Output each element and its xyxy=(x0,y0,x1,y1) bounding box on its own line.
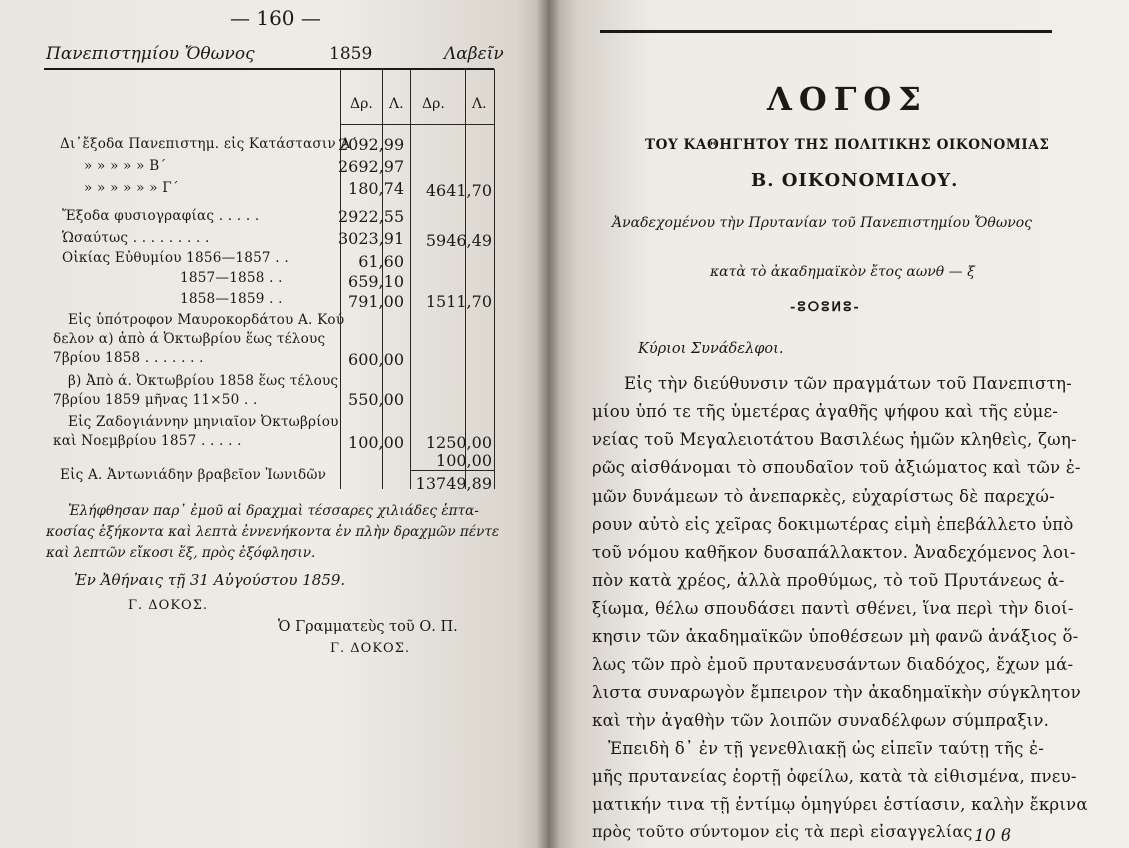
signer-2: Γ. ΔΟΚΟΣ. xyxy=(330,641,411,656)
header-rule-top xyxy=(44,68,494,70)
ledger-row-text: Ὡσαύτως . . . . . . . . . xyxy=(62,230,210,246)
salutation: Κύριοι Συνάδελφοι. xyxy=(638,341,784,357)
entry-zafeir-total: 1250,00 xyxy=(425,433,492,452)
col-header-l-1: Λ. xyxy=(389,96,404,112)
occasion-line-1: Ἀναδεχομένου τὴν Πρυτανίαν τοῦ Πανεπιστημίου Ὄθωνος xyxy=(612,215,1033,231)
grand-total: 13749,89 xyxy=(415,474,492,493)
body-line: λιστα συναρωγὸν ἔμπειρον τὴν ἀκαδημαϊκὴν σύγκλητον xyxy=(592,683,1081,702)
ledger-row-text: Δι᾽ἔξοδα Πανεπιστημ. εἰς Κατάστασιν Α΄ xyxy=(60,136,358,152)
ledger-row-amount: 791,00 xyxy=(348,292,404,311)
col-line-5 xyxy=(494,69,495,489)
ornament: -ⵓⵔⵓⵍⵓ- xyxy=(790,300,861,315)
subtitle: ΤΟΥ ΚΑΘΗΓΗΤΟΥ ΤΗΣ ΠΟΛΙΤΙΚΗΣ ΟΙΚΟΝΟΜΙΑΣ xyxy=(645,137,1050,153)
ledger-row-total: 1511,70 xyxy=(425,292,492,311)
entry-mavrokordatos-line1: Εἰς ὑπότροφον Μαυροκορδάτου Α. Κού xyxy=(68,312,345,328)
ledger-row-amount: 659,10 xyxy=(348,272,404,291)
ledger-row-text: » » » » » Β΄ xyxy=(84,158,167,174)
entry-zafeir-amount: 100,00 xyxy=(348,433,404,452)
entry-mavrokordatos-line3: 7βρίου 1858 . . . . . . . xyxy=(53,350,204,366)
body-line: πὸν κατὰ χρέος, ἀλλὰ προθύμως, τὸ τοῦ Πρυτάνεως ἀ- xyxy=(592,571,1065,590)
entry-b-line1: β) Ἀπὸ ά. Ὀκτωβρίου 1858 ἕως τέλους xyxy=(68,373,339,389)
occasion-line-2: κατὰ τὸ ἀκαδημαϊκὸν ἔτος αωνθ — ξ xyxy=(710,264,975,280)
secretary-title: Ὁ Γραμματεὺς τοῦ Ο. Π. xyxy=(278,619,458,635)
ledger-row-amount: 2092,99 xyxy=(338,135,405,154)
entry-mavrokordatos-amount: 600,00 xyxy=(348,350,404,369)
body-line: καὶ τὴν ἀγαθὴν τῶν λοιπῶν συναδέλφων σύμπραξιν. xyxy=(592,711,1050,730)
title-rule xyxy=(600,30,1052,33)
signer-1: Γ. ΔΟΚΟΣ. xyxy=(128,598,209,613)
ledger-row-text: 1857—1858 . . xyxy=(180,270,283,286)
body-line: μίου ὑπό τε τῆς ὑμετέρας ἀγαθῆς ψήφου καὶ τῆς εὐμε- xyxy=(592,402,1059,421)
running-head-year: 1859 xyxy=(329,44,373,64)
body-line: ρῶς αἰσθάνομαι τὸ σπουδαῖον τοῦ ἀξιώματος καὶ τῶν ἐ- xyxy=(592,458,1081,477)
book-gutter xyxy=(536,0,560,848)
ledger-row-amount: 180,74 xyxy=(348,179,404,198)
entry-antoniadis: Εἰς Α. Ἀντωνιάδην βραβεῖον Ἰωνιδῶν xyxy=(60,467,327,483)
total-rule xyxy=(410,470,494,471)
author: Β. ΟΙΚΟΝΟΜΙΔΟΥ. xyxy=(751,170,959,191)
ledger-row-text: 1858—1859 . . xyxy=(180,291,283,307)
left-page-number: — 160 — xyxy=(230,6,321,30)
ledger-row-amount: 61,60 xyxy=(358,252,404,271)
right-page-number: 10 ϐ xyxy=(974,826,1011,846)
body-line: ξίωμα, θέλω σπουδάσει παντὶ σθένει, ἵνα περὶ τὴν διοί- xyxy=(592,599,1074,618)
ledger-row-text: » » » » » » Γ΄ xyxy=(84,180,179,196)
header-rule-bottom xyxy=(340,124,495,125)
body-line: Ἐπειδὴ δ᾽ ἐν τῇ γενεθλιακῇ ὡς εἰπεῖν ταύτῃ τῆς ἐ- xyxy=(608,739,1045,758)
title: ΛΟΓΟΣ xyxy=(767,80,928,118)
entry-b-line2: 7βρίου 1859 μῆνας 11×50 . . xyxy=(53,392,258,408)
ledger-row-amount: 2922,55 xyxy=(338,207,405,226)
body-line: πρὸς τοῦτο σύντομον εἰς τὰ περὶ εἰσαγγελίας xyxy=(592,822,973,841)
entry-zafeir-line1: Εἰς Ζαδογιάννην μηνιαῖον Ὀκτωβρίου xyxy=(68,414,339,430)
body-line: Εἰς τὴν διεύθυνσιν τῶν πραγμάτων τοῦ Πανεπιστη- xyxy=(624,374,1072,393)
ledger-row-amount: 2692,97 xyxy=(338,157,405,176)
place-date: Ἐν Ἀθήναις τῇ 31 Αὐγούστου 1859. xyxy=(74,571,346,589)
col-header-dr-2: Δρ. xyxy=(422,96,445,112)
body-line: νείας τοῦ Μεγαλειοτάτου Βασιλέως ἡμῶν κληθεὶς, ζωη- xyxy=(592,430,1077,449)
running-head-right: Λαβεῖν xyxy=(444,44,504,64)
ledger-row-total: 4641,70 xyxy=(425,181,492,200)
body-line: μῆς πρυτανείας ἑορτῇ ὀφείλω, κατὰ τὰ εἰθισμένα, πνευ- xyxy=(592,767,1077,786)
ledger-row-text: Οἰκίας Εὐθυμίου 1856—1857 . . xyxy=(62,250,289,266)
entry-mavrokordatos-line2: δελον α) ἀπὸ ά Ὀκτωβρίου ἕως τέλους xyxy=(53,331,326,347)
entry-b-amount: 550,00 xyxy=(348,390,404,409)
note-line: Ἐλήφθησαν παρ᾽ ἐμοῦ αἱ δραχμαὶ τέσσαρες χιλιάδες ἑπτα- xyxy=(68,503,479,519)
body-line: λως τῶν πρὸ ἐμοῦ πρυτανευσάντων διαδόχος, ἔχων μά- xyxy=(592,655,1074,674)
body-line: κησιν τῶν ἀκαδημαϊκῶν ὑποθέσεων μὴ φανῶ ἀνάξιος ὅ- xyxy=(592,627,1079,646)
body-line: μῶν δυνάμεων τὸ ἀνεπαρκὲς, εὐχαρίστως δὲ παρεχώ- xyxy=(592,487,1055,506)
note-line: κοσίας ἑξήκοντα καὶ λεπτὰ ἐννενήκοντα ἐν πλὴν δραχμῶν πέντε xyxy=(46,524,500,540)
body-line: ματικήν τινα τῇ ἐντίμῳ ὁμηγύρει ἑστίασιν, καλὴν ἔκρινα xyxy=(592,795,1088,814)
ledger-row-total: 5946,49 xyxy=(425,231,492,250)
body-line: τοῦ νόμου καθῆκον δυσαπάλλακτον. Ἀναδεχόμενος λοι- xyxy=(592,543,1076,562)
col-line-3 xyxy=(410,69,411,489)
note-line: καὶ λεπτῶν εἴκοσι ἕξ, πρὸς ἐξόφλησιν. xyxy=(46,545,316,561)
col-line-4 xyxy=(465,69,466,489)
col-header-dr-1: Δρ. xyxy=(350,96,373,112)
running-head-left: Πανεπιστημίου Ὄθωνος xyxy=(46,44,255,64)
body-line: ρουν αὐτὸ εἰς χεῖρας δοκιμωτέρας εἰμὴ ἐπεβάλλετο ὑπὸ xyxy=(592,515,1074,534)
entry-antoniadis-total: 100,00 xyxy=(436,451,492,470)
col-header-l-2: Λ. xyxy=(472,96,487,112)
ledger-row-text: Ἔξοδα φυσιογραφίας . . . . . xyxy=(62,208,260,224)
entry-zafeir-line2: καὶ Νοεμβρίου 1857 . . . . . xyxy=(53,433,242,449)
ledger-row-amount: 3023,91 xyxy=(338,229,405,248)
